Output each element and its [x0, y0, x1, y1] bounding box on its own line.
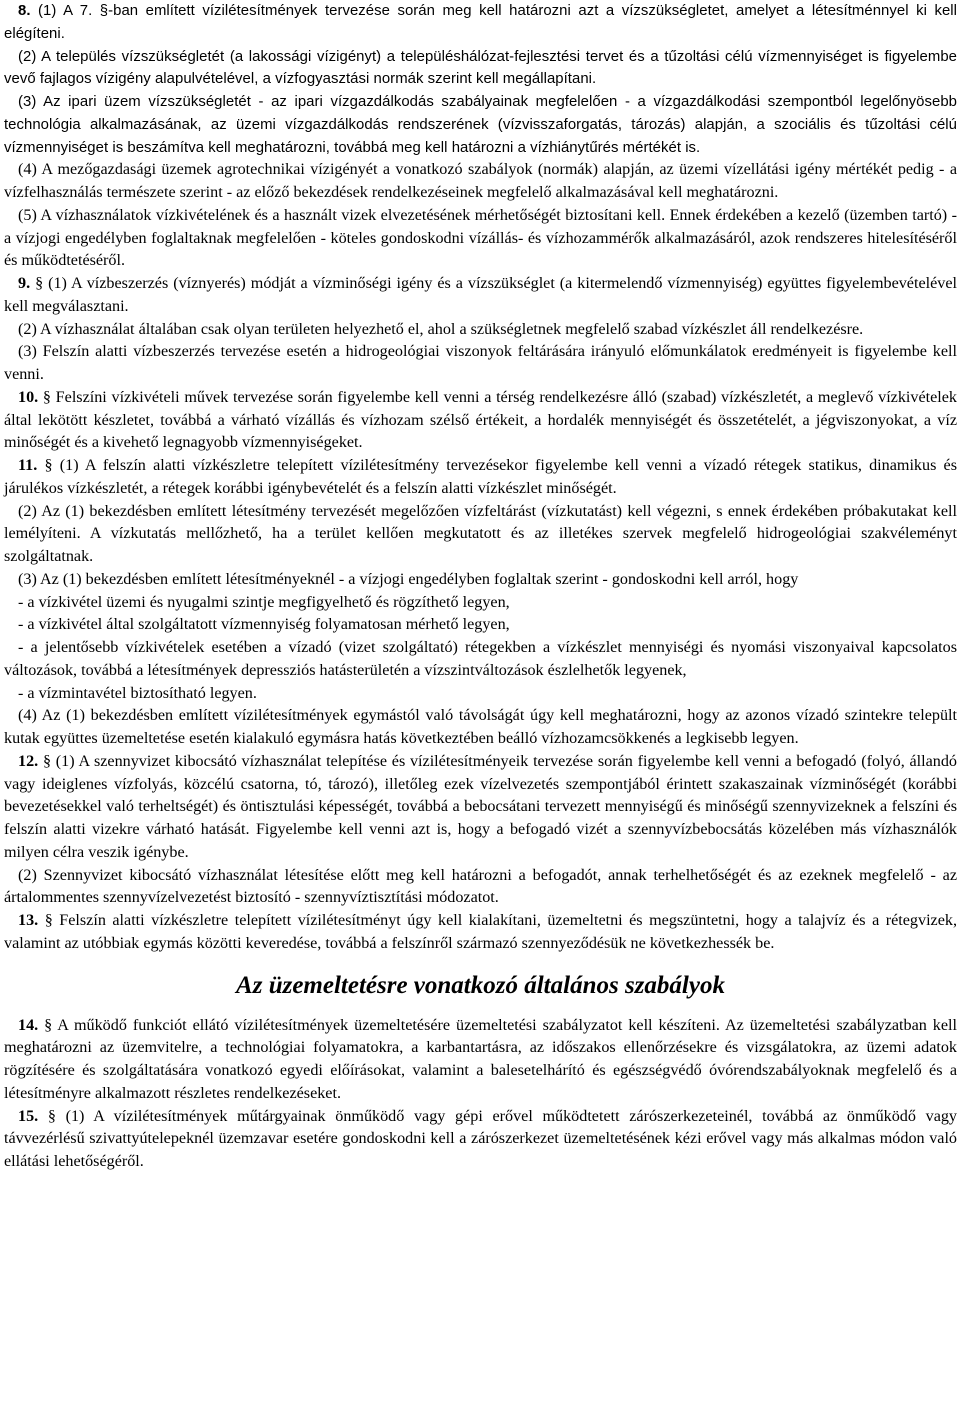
paragraph-text: § (1) A vízbeszerzés (víznyerés) módját a vízminőségi igény és a vízszükséglet (a kitermelendő vízmennyiség) együttes figyelembevételével kell megválasztani. — [4, 275, 957, 315]
list-item-text: - a jelentősebb vízkivételek esetében a vízadó (vizet szolgáltató) rétegekben a vízkészlet mennyiségi és nyomási viszonyaival kapcsolatos változások, továbbá a létesítmények depressziós hatásterületén a vízszintváltozások észlelhetők legyenek, — [4, 639, 957, 679]
paragraph-text: § (1) A felszín alatti vízkészletre telepített vízilétesítmény tervezésekor figyelembe kell venni a vízadó rétegek statikus, dinamikus és járulékos vízkészletét, a rétegek korábbi igénybevételét és a felszín alatti vízkészlet minőségét. — [4, 457, 957, 497]
paragraph-text: (2) A település vízszükségletét (a lakossági vízigényt) a településhálózat-fejlesztési tervet és a tűzoltási célú vízmennyiséget is figyelembe vevő fajlagos vízigény alapulvételével, a vízfogyasztási normák szerint kell megállapítani. — [4, 48, 957, 88]
paragraph-text: (4) A mezőgazdasági üzemek agrotechnikai vízigényét a vonatkozó szabályok (normák) alapján, az üzemi vízellátási igény mértékét pedig - a vízfelhasználás természete szerint - az előző bekezdések rendelkezéseinek megfelelő alkalmazásával kell meghatározni. — [4, 161, 957, 201]
paragraph-8-3 — [4, 91, 957, 159]
paragraph-text: § Felszín alatti vízkészletre telepített vízilétesítményt úgy kell kialakítani, üzemeltetni és megszüntetni, hogy a talajvíz és a rétegvizek, valamint az utóbbiak egymás közötti keveredése, továbbá a felszínről származó szennyeződésük ne következhessék be. — [4, 912, 957, 952]
paragraph-11-3 — [4, 569, 957, 592]
paragraph-13 — [4, 910, 957, 956]
paragraph-11-4 — [4, 705, 957, 751]
paragraph-14 — [4, 1015, 957, 1106]
section-number: 15. — [18, 1107, 39, 1125]
paragraph-text: (2) Az (1) bekezdésben említett létesítmény tervezését megelőzően vízfeltárást (vízkutatást) kell végezni, s ennek érdekében próbakutakat kell lemélyíteni. A vízkutatás mellőzhető, ha a terület kellően megkutatott és az illetékes szervek megfelelő hidrogeológiai szakvéleményt szolgáltatnak. — [4, 502, 957, 565]
paragraph-text: (4) Az (1) bekezdésben említett vízilétesítmények egymástól való távolságát úgy kell meghatározni, hogy az azonos vízadó szintekre települt kutak együttes üzemeltetése esetén kialakuló egymásra hatás következtében beálló vízhozamcsökkenés a legkisebb legyen. — [4, 707, 957, 747]
paragraph-15-1 — [4, 1106, 957, 1174]
paragraph-8-5 — [4, 205, 957, 273]
section-number: 12. — [18, 752, 39, 770]
paragraph-9-1 — [4, 273, 957, 319]
paragraph-text: § A működő funkciót ellátó vízilétesítmények üzemeltetésére üzemeltetési szabályzatot kell készíteni. Az üzemeltetési szabályzatban kell meghatározni az üzemvitelre, a technológiai folyamatokra, a karbantartásra, az időszakos ellenőrzésekre és vizsgálatokra, az üzemi adatok rögzítésére és szolgáltatására vonatkozó egyedi előírásokat, valamint a balesetelhárító és egészségvédő óvórendszabályoknak megfelelő és a létesítményre alkalmazott részletes rendelkezéseket. — [4, 1016, 957, 1102]
paragraph-11-2 — [4, 501, 957, 569]
paragraph-12-1 — [4, 751, 957, 865]
list-item — [4, 637, 957, 683]
paragraph-12-2 — [4, 865, 957, 911]
paragraph-text: (3) Az ipari üzem vízszükségletét - az ipari vízgazdálkodás szabályainak megfelelően - a vízgazdálkodási szempontból legelőnyösebb technológia alkalmazásának, az üzemi vízgazdálkodás rendszerének (vízvisszaforgatás, tározás) alapján, a szociális és tűzoltási célú vízmennyiséget is beszámítva kell meghatározni, továbbá meg kell határozni a vízhiánytűrés mértékét is. — [4, 94, 957, 156]
section-number: 9. — [18, 275, 31, 292]
section-number: 8. — [18, 3, 31, 19]
paragraph-text: § (1) A szennyvizet kibocsátó vízhasználat telepítése és vízilétesítményeik tervezése során figyelembe kell venni a befogadó (folyó, állandó vagy ideiglenes vízfolyás, közcélú csatorna, tó, tározó), illetőleg ezek vízelvezetés szempontjából érintett szakaszainak vízminőségét (korábbi bevezetésekkel való terheltségét) és öntisztulási képességét, továbbá a bebocsátani tervezett mennyiségű és minőségű szennyvizeknek a felszíni és felszín alatti vizekre várható hatását. Figyelembe kell venni azt is, hogy a befogadó vizét a szennyvízbebocsátás közelében más vízhasználók milyen célra veszik igénybe. — [4, 752, 957, 861]
section-number: 14. — [18, 1016, 39, 1034]
paragraph-text: (3) Az (1) bekezdésben említett létesítményeknél - a vízjogi engedélyben foglaltak szerint - gondoskodni kell arról, hogy — [18, 570, 799, 588]
list-item-text: - a vízkivétel üzemi és nyugalmi szintje megfigyelhető és rögzíthető legyen, — [18, 593, 510, 611]
section-number: 13. — [18, 912, 39, 929]
paragraph-text: (5) A vízhasználatok vízkivételének és a használt vizek elvezetésének mérhetőségét biztosítani kell. Ennek érdekében a kezelő (üzemben tartó) - a vízjogi engedélyben foglaltaknak megfelelően - köteles gondoskodni vízállás- és vízhozammérők alkalmazásáról, azok rendszeres hitelesítéséről és működtetéséről. — [4, 206, 957, 270]
list-item-text: - a vízkivétel által szolgáltatott vízmennyiség folyamatosan mérhető legyen, — [18, 616, 510, 634]
paragraph-8-1 — [4, 0, 957, 46]
paragraph-text: (2) A vízhasználat általában csak olyan területen helyezhető el, ahol a szükségletnek megfelelő szabad vízkészlet áll rendelkezésre. — [18, 320, 864, 338]
list-item — [4, 592, 957, 615]
section-heading: Az üzemeltetésre vonatkozó általános szabályok — [236, 971, 725, 999]
paragraph-text: (1) A 7. §-ban említett vízilétesítmények tervezése során meg kell határozni azt a vízszükségletet, amelyet a létesítménnyel ki kell elégíteni. — [4, 3, 957, 42]
paragraph-10 — [4, 387, 957, 455]
list-item — [4, 614, 957, 637]
section-number: 11. — [18, 457, 38, 474]
paragraph-8-2 — [4, 46, 957, 92]
paragraph-text: § (1) A vízilétesítmények műtárgyainak önműködő vagy gépi erővel működtetett zárószerkezeteinél, továbbá az önműködő vagy távvezérlésű szivattyútelepeknél üzemzavar esetére gondoskodni kell a zárószerkezet üzemeltetésének kézi erővel vagy más alkalmas módon való ellátási lehetőségéről. — [4, 1107, 957, 1170]
paragraph-text: § Felszíni vízkivételi művek tervezése során figyelembe kell venni a térség rendelkezésre álló (szabad) vízkészletét, a meglevő vízkivételek által lekötött készletet, továbbá a várható vízállás és vízhozam szélső értékeit, a hordalék mennyiségét és összetételét, a jégviszonyokat, a víz minőségét és a kivehető legnagyobb vízmennyiségeket. — [4, 388, 957, 452]
list-item — [4, 683, 957, 706]
paragraph-11-1 — [4, 455, 957, 501]
paragraph-8-4 — [4, 159, 957, 205]
section-number: 10. — [18, 388, 39, 406]
paragraph-9-3 — [4, 341, 957, 387]
list-item-text: - a vízmintavétel biztosítható legyen. — [18, 684, 257, 702]
paragraph-text: (3) Felszín alatti vízbeszerzés tervezése esetén a hidrogeológiai viszonyok feltárására irányuló előmunkálatok eredményeit is figyelembe kell venni. — [4, 343, 957, 383]
paragraph-9-2 — [4, 319, 957, 342]
paragraph-text: (2) Szennyvizet kibocsátó vízhasználat létesítése előtt meg kell határozni a befogadót, annak terhelhetőségét és az ezeknek megfelelő - az ártalommentes szennyvízelvezetést biztosító - szennyvíztisztítási módozatot. — [4, 866, 957, 907]
